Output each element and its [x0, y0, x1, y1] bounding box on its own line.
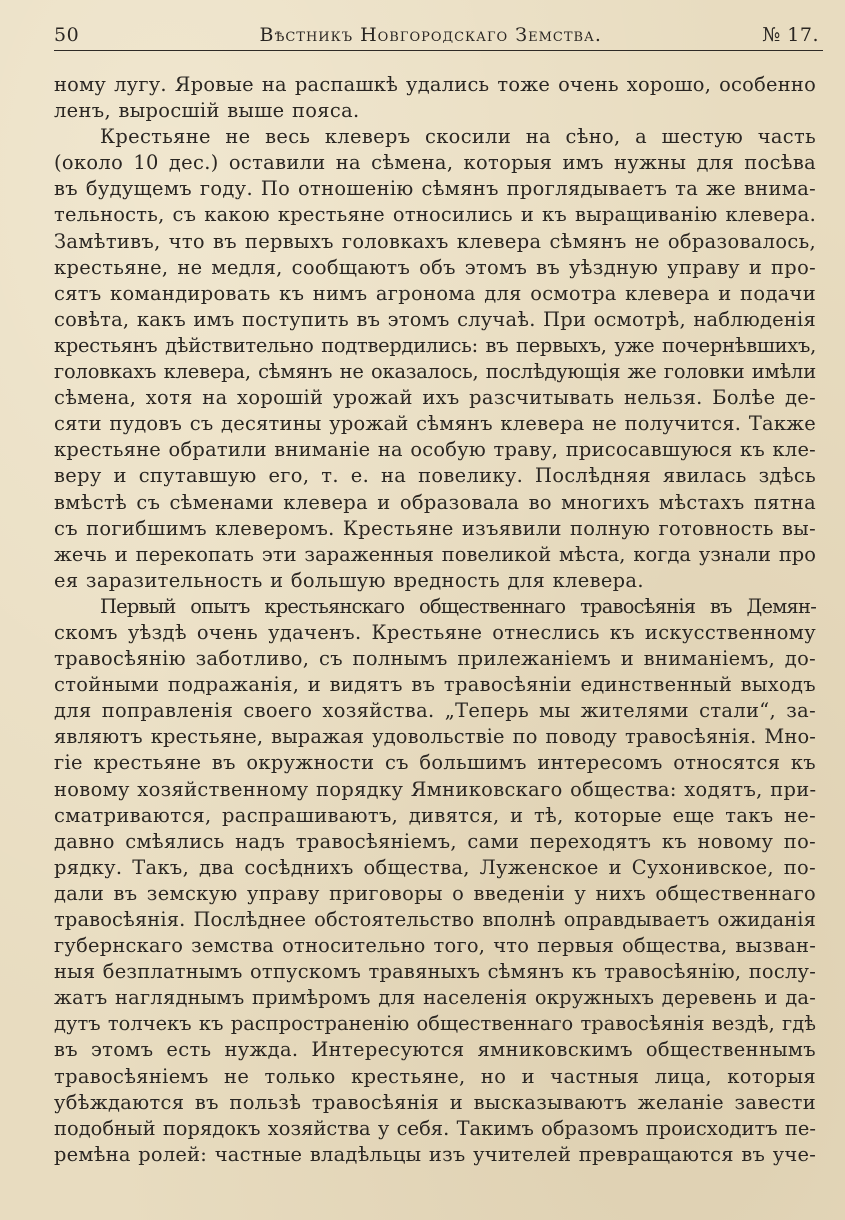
text-line: веру и спутавшую его, т. е. на повелику. Послѣдняя явилась здѣсь	[54, 464, 816, 488]
text-line: въ этомъ есть нужда. Интересуются ямниковскимъ общественнымъ	[54, 1038, 816, 1062]
text-line: жатъ нагляднымъ примѣромъ для населенія окружныхъ деревень и да-	[54, 986, 816, 1010]
text-line: тельность, съ какою крестьяне относились и къ выращиванію клевера.	[54, 203, 816, 227]
text-line: скомъ уѣздѣ очень удаченъ. Крестьяне отнеслись къ искусственному	[54, 620, 816, 644]
text-line: ленъ, выросшій выше пояса.	[54, 99, 360, 123]
text-line: губернскаго земства относительно того, что первыя общества, вызван-	[54, 934, 816, 958]
text-line: для поправленія своего хозяйства. „Теперь мы жителями стали“, за-	[54, 699, 816, 723]
text-line: гіе крестьяне въ окружности съ большимъ интересомъ относятся къ	[54, 751, 816, 775]
text-line: Крестьяне не весь клеверъ скосили на сѣно, а шестую часть	[100, 125, 816, 149]
text-line: ея заразительность и большую вредность для клевера.	[54, 568, 644, 592]
text-line: крестьяне, не медля, сообщаютъ объ этомъ въ уѣздную управу и про-	[54, 255, 816, 279]
text-line: дутъ толчекъ къ распространенію общественнаго травосѣянія вездѣ, гдѣ	[54, 1012, 816, 1036]
text-line: сѣмена, хотя на хорошій урожай ихъ разсчитывать нельзя. Болѣе де-	[54, 386, 816, 410]
text-line: ному лугу. Яровые на распашкѣ удались тоже очень хорошо, особенно	[54, 73, 816, 96]
text-line: въ будущемъ году. По отношенію сѣмянъ проглядываетъ та же внима-	[54, 177, 816, 201]
text-line: вмѣстѣ съ сѣменами клевера и образовала во многихъ мѣстахъ пятна	[54, 490, 816, 514]
text-line: сяти пудовъ съ десятины урожай сѣмянъ клевера не получится. Также	[54, 412, 816, 436]
text-line: головкахъ клевера, сѣмянъ не оказалось, послѣдующія же головки имѣли	[54, 360, 816, 384]
text-line: травосѣянія. Послѣднее обстоятельство вполнѣ оправдываетъ ожиданія	[54, 908, 816, 931]
text-line: совѣта, какъ имъ поступить въ этомъ случаѣ. При осмотрѣ, наблюденія	[54, 307, 816, 331]
text-line: давно смѣялись надъ травосѣяніемъ, сами переходятъ къ новому по-	[54, 829, 816, 853]
text-line: сятъ командировать къ нимъ агронома для осмотра клевера и подачи	[54, 281, 816, 305]
text-line: (около 10 дес.) оставили на сѣмена, которыя имъ нужны для посѣва	[54, 151, 816, 175]
text-line: крестьянъ дѣйствительно подтвердились: въ первыхъ, уже почернѣвшихъ,	[54, 333, 816, 357]
text-line: подобный порядокъ хозяйства у себя. Такимъ образомъ происходитъ пе-	[54, 1116, 816, 1140]
text-line: крестьяне обратили вниманіе на особую траву, присосавшуюся къ кле-	[54, 438, 816, 462]
page-header	[54, 20, 819, 50]
text-line: съ погибшимъ клеверомъ. Крестьяне изъявили полную готовность вы-	[54, 516, 816, 540]
text-line: стойными подражанія, и видятъ въ травосѣяніи единственный выходъ	[54, 673, 816, 697]
page-number: 50	[54, 24, 80, 46]
text-line: травосѣянію заботливо, съ полнымъ прилежаніемъ и вниманіемъ, до-	[54, 647, 816, 671]
text-line: новому хозяйственному порядку Ямниковскаго общества: ходятъ, при-	[54, 777, 817, 801]
text-line: являютъ крестьяне, выражая удовольствіе по поводу травосѣянія. Мно-	[54, 725, 816, 749]
text-line: ремѣна ролей: частные владѣльцы изъ учителей превращаются въ уче-	[54, 1142, 816, 1166]
journal-title: Вѣстникъ Новгородскаго Земства.	[259, 24, 602, 46]
text-line: убѣждаются въ пользѣ травосѣянія и высказываютъ желаніе завести	[54, 1090, 816, 1114]
article-body	[54, 72, 816, 1168]
text-line: жечь и перекопать эти зараженныя повеликой мѣста, когда узнали про	[54, 542, 816, 566]
text-line: Первый опытъ крестьянскаго общественнаго травосѣянія въ Демян-	[100, 594, 816, 618]
header-rule	[54, 50, 823, 51]
text-line: ныя безплатнымъ отпускомъ травяныхъ сѣмянъ къ травосѣянію, послу-	[54, 960, 816, 984]
issue-number: № 17.	[762, 24, 819, 46]
text-line: травосѣяніемъ не только крестьяне, но и частныя лица, которыя	[54, 1064, 816, 1088]
text-line: дали въ земскую управу приговоры о введеніи у нихъ общественнаго	[54, 881, 816, 905]
text-line: рядку. Такъ, два сосѣднихъ общества, Луженское и Сухонивское, по-	[54, 855, 816, 879]
text-line: Замѣтивъ, что въ первыхъ головкахъ клевера сѣмянъ не образовалось,	[54, 229, 816, 253]
text-line: сматриваются, распрашиваютъ, дивятся, и тѣ, которые еще такъ не-	[54, 803, 816, 827]
